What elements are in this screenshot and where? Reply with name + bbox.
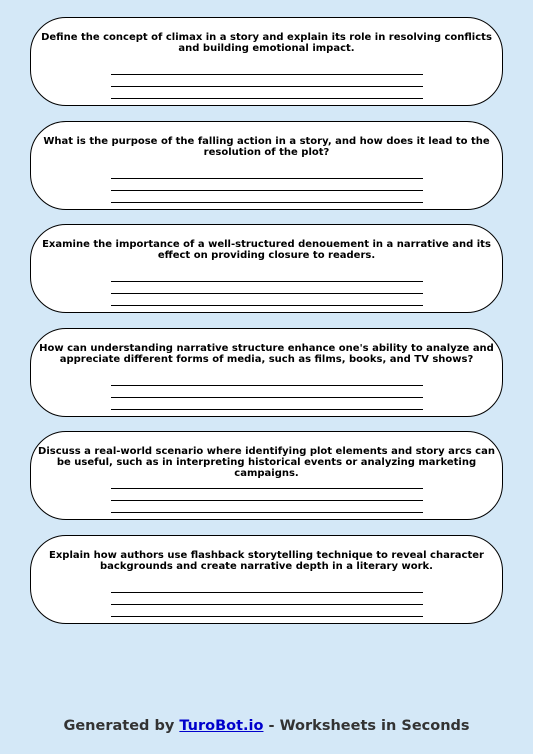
answer-lines	[111, 385, 423, 421]
answer-line	[111, 305, 423, 306]
answer-lines	[111, 488, 423, 524]
question-card	[30, 121, 503, 210]
answer-lines	[111, 281, 423, 317]
answer-line	[111, 86, 423, 87]
question-card	[30, 328, 503, 417]
answer-line	[111, 397, 423, 398]
answer-lines	[111, 74, 423, 110]
answer-line	[111, 98, 423, 99]
answer-line	[111, 512, 423, 513]
footer-prefix: Generated by	[63, 718, 180, 734]
question-text: What is the purpose of the falling action in a story, and how does it lead to the resolution of the plot?	[43, 135, 490, 158]
answer-line	[111, 178, 423, 179]
turobot-link[interactable]: TuroBot.io	[179, 718, 264, 734]
answer-line	[111, 500, 423, 501]
footer-suffix: - Worksheets in Seconds	[263, 718, 470, 734]
question-text: Examine the importance of a well-structured denouement in a narrative and its effect on providing closure to readers.	[42, 239, 491, 261]
question-text: How can understanding narrative structure enhance one's ability to analyze and appreciate different forms of media, such as films, books, and TV shows?	[39, 342, 494, 365]
question-text: Discuss a real-world scenario where identifying plot elements and story arcs can be useful, such as in interpreting historical events or analyzing marketing campaigns.	[38, 446, 495, 479]
answer-line	[111, 202, 423, 203]
answer-lines	[111, 592, 423, 628]
answer-line	[111, 616, 423, 617]
question-text: Explain how authors use flashback storytelling technique to reveal character backgrounds and create narrative depth in a literary work.	[49, 549, 484, 572]
answer-line	[111, 74, 423, 75]
worksheet	[30, 17, 503, 638]
question-text: Define the concept of climax in a story and explain its role in resolving conflicts and building emotional impact.	[41, 32, 492, 54]
question-card	[30, 224, 503, 313]
answer-lines	[111, 178, 423, 214]
answer-line	[111, 293, 423, 294]
answer-line	[111, 385, 423, 386]
question-card	[30, 535, 503, 624]
question-card	[30, 431, 503, 520]
answer-line	[111, 190, 423, 191]
answer-line	[111, 488, 423, 489]
answer-line	[111, 592, 423, 593]
answer-line	[111, 281, 423, 282]
footer	[0, 718, 533, 734]
question-card	[30, 17, 503, 106]
answer-line	[111, 409, 423, 410]
answer-line	[111, 604, 423, 605]
